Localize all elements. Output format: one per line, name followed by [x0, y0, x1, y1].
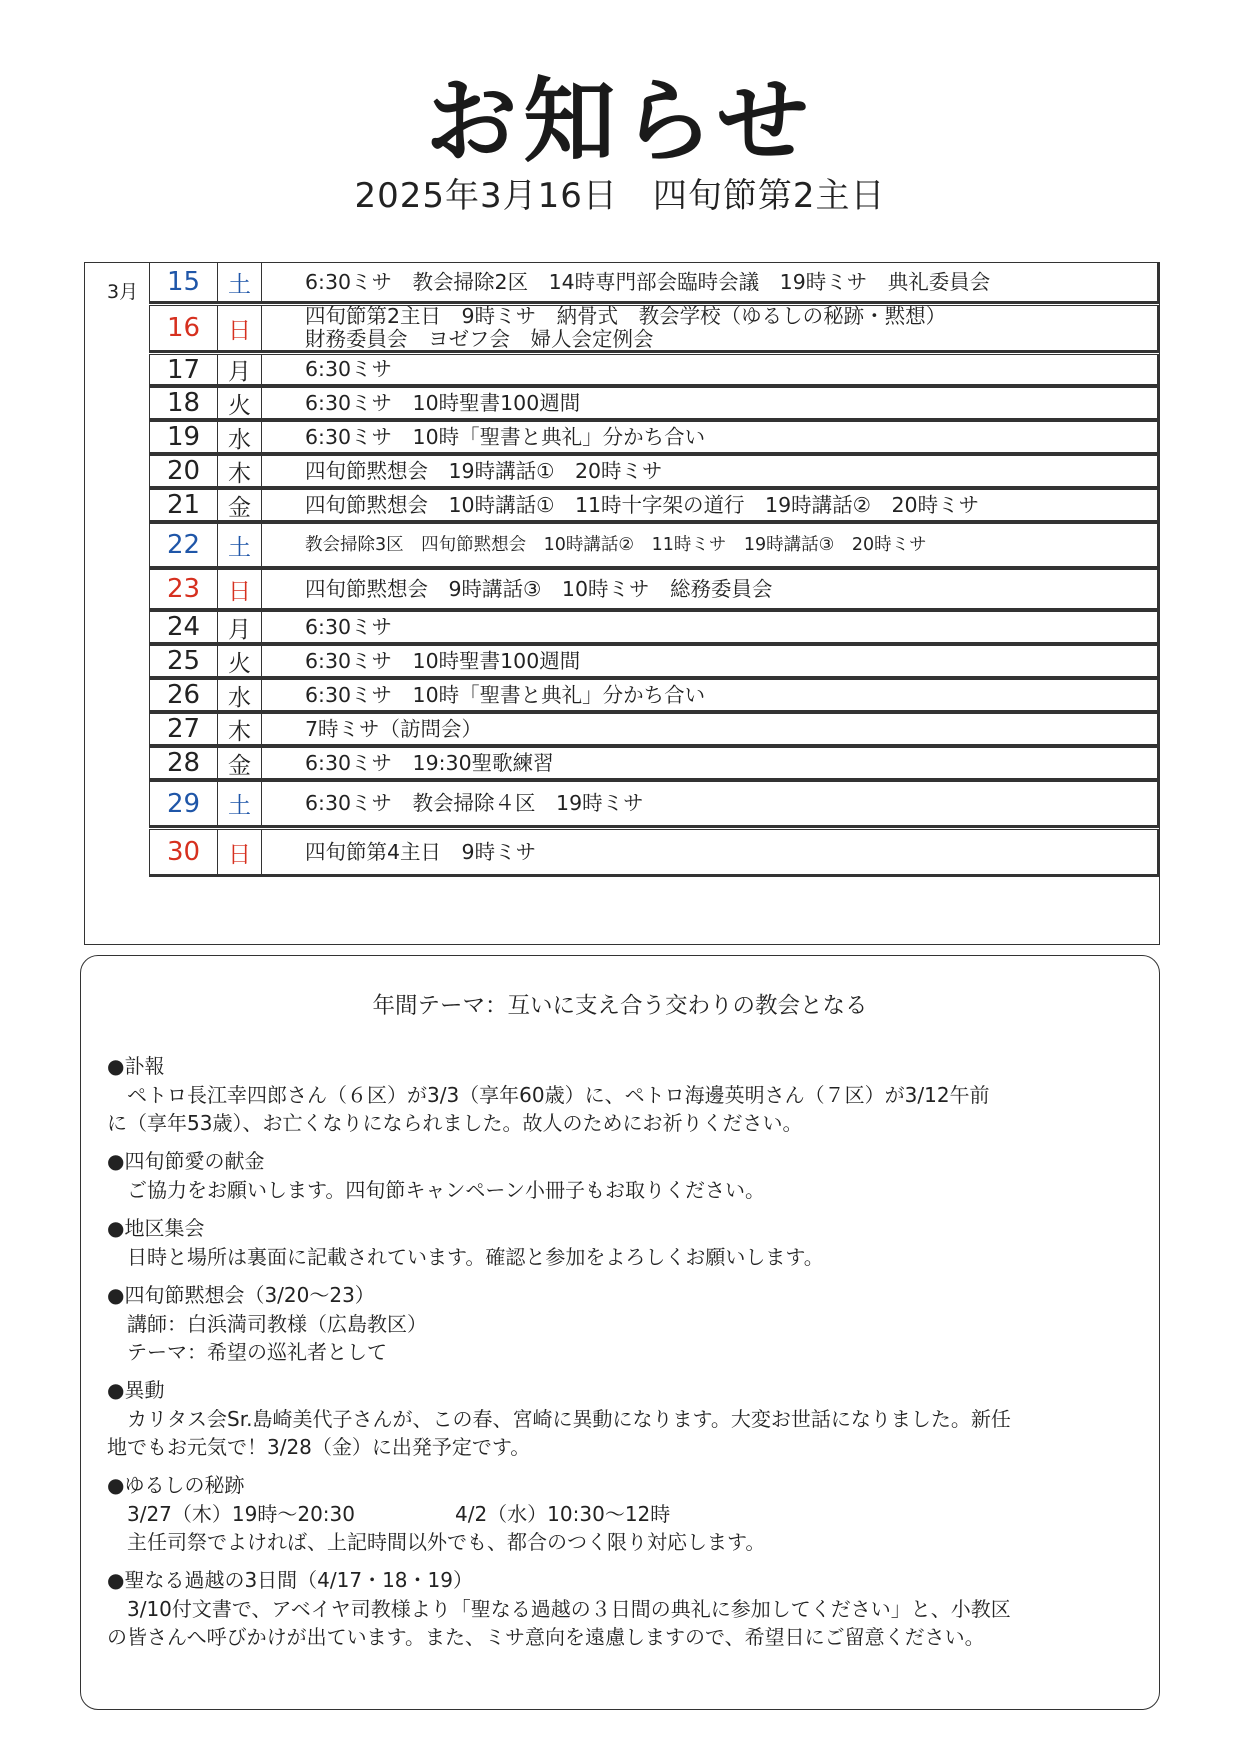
- schedule-weekday: 木: [218, 714, 262, 744]
- schedule-event-line: 7時ミサ（訪問会）: [305, 716, 483, 741]
- schedule-event-line: 四旬節第4主日 9時ミサ: [305, 839, 537, 864]
- schedule-row: [149, 569, 1159, 611]
- schedule-row: [149, 305, 1159, 353]
- schedule-day: 28: [150, 748, 218, 778]
- schedule-event-line: 四旬節第2主日 9時ミサ 納骨式 教会学校（ゆるしの秘跡・黙想）: [305, 304, 947, 328]
- schedule-row: [149, 262, 1159, 304]
- notice-item-line: 3/10付文書で、アベイヤ司教様より「聖なる過越の３日間の典礼に参加してください」と、小教区: [107, 1597, 1011, 1621]
- notice-item-title: ●異動: [107, 1378, 165, 1402]
- schedule-row: [149, 645, 1159, 679]
- schedule-event-line: 四旬節黙想会 10時講話① 11時十字架の道行 19時講話② 20時ミサ: [305, 492, 980, 517]
- schedule-weekday: 水: [218, 422, 262, 452]
- schedule-event-line: 6:30ミサ 10時「聖書と典礼」分かち合い: [305, 424, 706, 449]
- schedule-weekday: 水: [218, 680, 262, 710]
- schedule-weekday: 火: [218, 646, 262, 676]
- notice-item-line: テーマ：希望の巡礼者として: [107, 1340, 387, 1364]
- schedule-event-line: 6:30ミサ: [305, 357, 393, 381]
- notice-items: [107, 1052, 1133, 1661]
- notice-item-line: ご協力をお願いします。四旬節キャンペーン小冊子もお取りください。: [107, 1178, 765, 1202]
- schedule-event-line: 6:30ミサ: [305, 614, 393, 639]
- schedule-events: [305, 456, 1149, 486]
- schedule-events: [305, 490, 1149, 520]
- schedule-events: [305, 612, 1149, 642]
- notice-item-line: の皆さんへ呼びかけが出ています。また、ミサ意向を遠慮しますので、希望日にご留意ください。: [107, 1625, 985, 1649]
- schedule-events: [305, 422, 1149, 452]
- schedule-day: 25: [150, 646, 218, 676]
- notice-item-line: カリタス会Sr.島崎美代子さんが、この春、宮崎に異動になります。大変お世話になりました。新任: [107, 1407, 1011, 1431]
- notice-item-line: 主任司祭でよければ、上記時間以外でも、都合のつく限り対応します。: [107, 1530, 766, 1554]
- schedule-day: 18: [150, 388, 218, 418]
- schedule-weekday: 木: [218, 456, 262, 486]
- schedule-event-line: 6:30ミサ 19:30聖歌練習: [305, 750, 554, 775]
- schedule-day: 24: [150, 612, 218, 642]
- page-title: お知らせ: [425, 68, 815, 175]
- schedule-day: 16: [150, 306, 218, 350]
- notice-item-title: ●ゆるしの秘跡: [107, 1473, 245, 1497]
- schedule-event-line: 教会掃除3区 四旬節黙想会 10時講話② 11時ミサ 19時講話③ 20時ミサ: [305, 534, 927, 555]
- schedule-weekday: 土: [218, 782, 262, 825]
- notice-item-title: ●訃報: [107, 1054, 165, 1078]
- schedule-day: 22: [150, 524, 218, 566]
- schedule-row: [149, 713, 1159, 747]
- schedule-events: [305, 680, 1149, 710]
- notice-item: [107, 1281, 1133, 1366]
- schedule-weekday: 土: [218, 524, 262, 566]
- notice-item-line: 地でもお元気で！3/28（金）に出発予定です。: [107, 1435, 531, 1459]
- schedule-events: [305, 830, 1149, 874]
- notice-item-title: ●地区集会: [107, 1216, 205, 1240]
- schedule-day: 20: [150, 456, 218, 486]
- notice-item: [107, 1376, 1133, 1461]
- month-label: 3月: [107, 281, 139, 303]
- schedule-day: 23: [150, 570, 218, 608]
- notice-item-line: ペトロ長江幸四郎さん（６区）が3/3（享年60歳）に、ペトロ海邊英明さん（７区）が3/12午前: [107, 1083, 990, 1107]
- schedule-event-line: 四旬節黙想会 19時講話① 20時ミサ: [305, 458, 663, 483]
- schedule-day: 15: [150, 263, 218, 301]
- schedule-weekday: 火: [218, 388, 262, 418]
- schedule-row: [149, 611, 1159, 645]
- schedule-events: [305, 646, 1149, 676]
- schedule-weekday: 金: [218, 748, 262, 778]
- schedule-events: [305, 306, 1149, 350]
- schedule-row: [149, 421, 1159, 455]
- schedule-events: [305, 355, 1149, 384]
- schedule-event-line: 6:30ミサ 教会掃除2区 14時専門部会臨時会議 19時ミサ 典礼委員会: [305, 269, 991, 294]
- schedule-row: [149, 523, 1159, 569]
- schedule-weekday: 金: [218, 490, 262, 520]
- schedule-weekday: 日: [218, 306, 262, 350]
- notice-item-title: ●四旬節愛の献金: [107, 1149, 265, 1173]
- schedule-events: [305, 388, 1149, 418]
- schedule-weekday: 月: [218, 612, 262, 642]
- schedule-day: 27: [150, 714, 218, 744]
- schedule-events: [305, 714, 1149, 744]
- schedule-day: 26: [150, 680, 218, 710]
- schedule-day: 30: [150, 830, 218, 874]
- notice-item-line: に（享年53歳）、お亡くなりになられました。故人のためにお祈りください。: [107, 1111, 803, 1135]
- schedule-event-line: 財務委員会 ヨゼフ会 婦人会定例会: [305, 327, 654, 351]
- schedule-events: [305, 748, 1149, 778]
- schedule-day: 17: [150, 355, 218, 384]
- schedule-row: [149, 747, 1159, 781]
- schedule-events: [305, 524, 1149, 566]
- notice-item: [107, 1052, 1133, 1137]
- schedule-weekday: 月: [218, 355, 262, 384]
- schedule-event-line: 6:30ミサ 10時聖書100週間: [305, 390, 581, 415]
- schedule-row: [149, 489, 1159, 523]
- notice-item: [107, 1147, 1133, 1204]
- schedule-weekday: 土: [218, 263, 262, 301]
- schedule-row: [149, 387, 1159, 421]
- notice-item-line: 講師：白浜満司教様（広島教区）: [107, 1312, 427, 1336]
- schedule-event-line: 6:30ミサ 10時聖書100週間: [305, 648, 581, 673]
- schedule-events: [305, 263, 1149, 301]
- schedule-events: [305, 570, 1149, 608]
- notice-item: [107, 1566, 1133, 1651]
- schedule-weekday: 日: [218, 570, 262, 608]
- page-subtitle-date: 2025年3月16日 四旬節第2主日: [354, 176, 886, 216]
- schedule-row: [149, 829, 1159, 877]
- schedule-day: 19: [150, 422, 218, 452]
- notice-item: [107, 1471, 1133, 1556]
- schedule-event-line: 6:30ミサ 教会掃除４区 19時ミサ: [305, 791, 644, 815]
- notice-box: [80, 955, 1160, 1710]
- schedule-table: [84, 262, 1160, 945]
- schedule-day: 29: [150, 782, 218, 825]
- notice-item-title: ●四旬節黙想会（3/20〜23）: [107, 1283, 375, 1307]
- schedule-event-line: 四旬節黙想会 9時講話③ 10時ミサ 総務委員会: [305, 576, 773, 601]
- schedule-row: [149, 679, 1159, 713]
- notice-item-title: ●聖なる過越の3日間（4/17・18・19）: [107, 1568, 473, 1592]
- schedule-row: [149, 455, 1159, 489]
- notice-item: [107, 1214, 1133, 1271]
- annual-theme: 年間テーマ：互いに支え合う交わりの教会となる: [372, 993, 868, 1019]
- schedule-events: [305, 782, 1149, 825]
- schedule-row: [149, 781, 1159, 828]
- notice-item-line: 日時と場所は裏面に記載されています。確認と参加をよろしくお願いします。: [107, 1245, 824, 1269]
- notice-item-line: 3/27（木）19時〜20:30 4/2（水）10:30〜12時: [107, 1502, 671, 1526]
- schedule-row: [149, 354, 1159, 387]
- schedule-day: 21: [150, 490, 218, 520]
- schedule-event-line: 6:30ミサ 10時「聖書と典礼」分かち合い: [305, 682, 706, 707]
- schedule-weekday: 日: [218, 830, 262, 874]
